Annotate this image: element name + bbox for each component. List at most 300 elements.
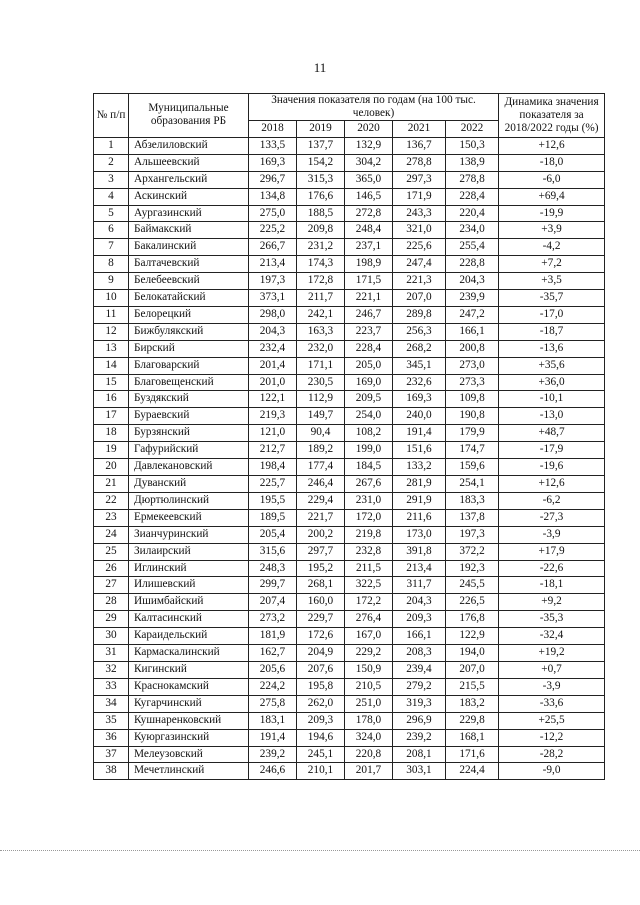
municipality-name: Гафурийский: [129, 442, 249, 459]
table-row: [94, 290, 605, 307]
year-value: 275,0: [249, 205, 297, 222]
dynamics-value: -33,6: [499, 695, 605, 712]
year-value: 199,0: [345, 442, 393, 459]
dynamics-value: +19,2: [499, 645, 605, 662]
row-number: 25: [94, 543, 129, 560]
year-value: 239,2: [249, 746, 297, 763]
year-value: 256,3: [393, 323, 446, 340]
year-value: 219,3: [249, 408, 297, 425]
dynamics-value: -3,9: [499, 526, 605, 543]
dynamics-value: +0,7: [499, 661, 605, 678]
year-value: 194,6: [297, 729, 345, 746]
year-value: 221,3: [393, 273, 446, 290]
year-value: 177,4: [297, 459, 345, 476]
dynamics-value: -4,2: [499, 239, 605, 256]
municipality-name: Илишевский: [129, 577, 249, 594]
dynamics-value: +35,6: [499, 357, 605, 374]
year-value: 297,3: [393, 171, 446, 188]
municipality-name: Калтасинский: [129, 611, 249, 628]
dynamics-value: -35,7: [499, 290, 605, 307]
year-value: 275,8: [249, 695, 297, 712]
year-value: 173,0: [393, 526, 446, 543]
row-number: 19: [94, 442, 129, 459]
year-value: 172,6: [297, 628, 345, 645]
year-value: 246,6: [249, 763, 297, 780]
dynamics-value: -19,6: [499, 459, 605, 476]
header-year: 2021: [393, 121, 446, 138]
year-value: 248,4: [345, 222, 393, 239]
year-value: 278,8: [446, 171, 499, 188]
table-row: [94, 391, 605, 408]
municipality-name: Благовещенский: [129, 374, 249, 391]
year-value: 231,2: [297, 239, 345, 256]
year-value: 192,3: [446, 560, 499, 577]
municipality-name: Благоварский: [129, 357, 249, 374]
municipality-name: Абзелиловский: [129, 137, 249, 154]
year-value: 247,4: [393, 256, 446, 273]
year-value: 228,4: [345, 340, 393, 357]
year-value: 172,8: [297, 273, 345, 290]
year-value: 189,2: [297, 442, 345, 459]
year-value: 229,4: [297, 492, 345, 509]
table-row: [94, 374, 605, 391]
year-value: 208,1: [393, 746, 446, 763]
year-value: 190,8: [446, 408, 499, 425]
row-number: 10: [94, 290, 129, 307]
dynamics-value: -22,6: [499, 560, 605, 577]
municipality-name: Мелеузовский: [129, 746, 249, 763]
row-number: 26: [94, 560, 129, 577]
dynamics-value: -17,0: [499, 306, 605, 323]
header-num: № п/п: [94, 94, 129, 138]
year-value: 296,7: [249, 171, 297, 188]
municipality-name: Кигинский: [129, 661, 249, 678]
table-row: [94, 729, 605, 746]
row-number: 38: [94, 763, 129, 780]
year-value: 209,3: [393, 611, 446, 628]
year-value: 220,4: [446, 205, 499, 222]
year-value: 169,0: [345, 374, 393, 391]
municipality-name: Аургазинский: [129, 205, 249, 222]
row-number: 27: [94, 577, 129, 594]
page-number: 11: [313, 60, 327, 75]
year-value: 272,8: [345, 205, 393, 222]
dynamics-value: -9,0: [499, 763, 605, 780]
dynamics-value: +12,6: [499, 137, 605, 154]
year-value: 225,7: [249, 476, 297, 493]
row-number: 17: [94, 408, 129, 425]
municipality-name: Зилаирский: [129, 543, 249, 560]
year-value: 204,3: [393, 594, 446, 611]
year-value: 169,3: [393, 391, 446, 408]
year-value: 213,4: [393, 560, 446, 577]
municipality-name: Куюргазинский: [129, 729, 249, 746]
dynamics-value: -35,3: [499, 611, 605, 628]
year-value: 219,8: [345, 526, 393, 543]
year-value: 322,5: [345, 577, 393, 594]
row-number: 6: [94, 222, 129, 239]
municipality-name: Кушнаренковский: [129, 712, 249, 729]
year-value: 254,0: [345, 408, 393, 425]
year-value: 209,3: [297, 712, 345, 729]
header-year: 2022: [446, 121, 499, 138]
table-row: [94, 239, 605, 256]
municipality-name: Белебеевский: [129, 273, 249, 290]
row-number: 13: [94, 340, 129, 357]
year-value: 176,8: [446, 611, 499, 628]
municipality-name: Бурзянский: [129, 425, 249, 442]
year-value: 178,0: [345, 712, 393, 729]
table-row: [94, 695, 605, 712]
year-value: 296,9: [393, 712, 446, 729]
dynamics-value: -13,0: [499, 408, 605, 425]
table-row: [94, 188, 605, 205]
row-number: 3: [94, 171, 129, 188]
dynamics-value: -10,1: [499, 391, 605, 408]
year-value: 209,5: [345, 391, 393, 408]
row-number: 30: [94, 628, 129, 645]
row-number: 23: [94, 509, 129, 526]
year-value: 247,2: [446, 306, 499, 323]
header-municipality: Муниципальные образования РБ: [129, 94, 249, 138]
table-row: [94, 509, 605, 526]
year-value: 232,4: [249, 340, 297, 357]
table-row: [94, 408, 605, 425]
municipality-name: Альшеевский: [129, 154, 249, 171]
year-value: 255,4: [446, 239, 499, 256]
year-value: 146,5: [345, 188, 393, 205]
year-value: 133,5: [249, 137, 297, 154]
row-number: 24: [94, 526, 129, 543]
year-value: 191,4: [249, 729, 297, 746]
year-value: 207,0: [446, 661, 499, 678]
year-value: 254,1: [446, 476, 499, 493]
dynamics-value: +25,5: [499, 712, 605, 729]
year-value: 221,1: [345, 290, 393, 307]
year-value: 213,4: [249, 256, 297, 273]
municipality-name: Бураевский: [129, 408, 249, 425]
municipality-name: Бижбулякский: [129, 323, 249, 340]
municipality-name: Белокатайский: [129, 290, 249, 307]
dynamics-value: -12,2: [499, 729, 605, 746]
municipality-name: Давлекановский: [129, 459, 249, 476]
year-value: 122,1: [249, 391, 297, 408]
row-number: 32: [94, 661, 129, 678]
year-value: 174,3: [297, 256, 345, 273]
year-value: 201,0: [249, 374, 297, 391]
dynamics-value: -18,0: [499, 154, 605, 171]
year-value: 229,8: [446, 712, 499, 729]
table-row: [94, 137, 605, 154]
municipality-name: Ишимбайский: [129, 594, 249, 611]
year-value: 273,2: [249, 611, 297, 628]
row-number: 29: [94, 611, 129, 628]
table-row: [94, 171, 605, 188]
year-value: 207,6: [297, 661, 345, 678]
dynamics-value: +36,0: [499, 374, 605, 391]
year-value: 365,0: [345, 171, 393, 188]
table-row: [94, 543, 605, 560]
page-divider: [0, 850, 640, 851]
year-value: 273,0: [446, 357, 499, 374]
year-value: 231,0: [345, 492, 393, 509]
row-number: 31: [94, 645, 129, 662]
year-value: 154,2: [297, 154, 345, 171]
year-value: 232,6: [393, 374, 446, 391]
municipality-name: Краснокамский: [129, 678, 249, 695]
row-number: 8: [94, 256, 129, 273]
header-dynamics: Динамика значения показателя за 2018/2022 годы (%): [499, 94, 605, 138]
year-value: 195,2: [297, 560, 345, 577]
year-value: 159,6: [446, 459, 499, 476]
year-value: 168,1: [446, 729, 499, 746]
year-value: 171,5: [345, 273, 393, 290]
municipality-name: Баймакский: [129, 222, 249, 239]
year-value: 210,1: [297, 763, 345, 780]
year-value: 239,2: [393, 729, 446, 746]
row-number: 35: [94, 712, 129, 729]
year-value: 228,4: [446, 188, 499, 205]
year-value: 205,0: [345, 357, 393, 374]
dynamics-value: +17,9: [499, 543, 605, 560]
year-value: 237,1: [345, 239, 393, 256]
year-value: 230,5: [297, 374, 345, 391]
year-value: 174,7: [446, 442, 499, 459]
row-number: 33: [94, 678, 129, 695]
table-row: [94, 661, 605, 678]
row-number: 7: [94, 239, 129, 256]
year-value: 319,3: [393, 695, 446, 712]
year-value: 297,7: [297, 543, 345, 560]
municipality-name: Ермекеевский: [129, 509, 249, 526]
year-value: 188,5: [297, 205, 345, 222]
year-value: 273,3: [446, 374, 499, 391]
year-value: 137,7: [297, 137, 345, 154]
year-value: 109,8: [446, 391, 499, 408]
municipality-name: Бирский: [129, 340, 249, 357]
municipality-name: Кармаскалинский: [129, 645, 249, 662]
municipality-name: Дюртюлинский: [129, 492, 249, 509]
year-value: 245,5: [446, 577, 499, 594]
table-row: [94, 154, 605, 171]
row-number: 20: [94, 459, 129, 476]
table-row: [94, 222, 605, 239]
header-values-group: Значения показателя по годам (на 100 тыс. человек): [249, 94, 499, 121]
dynamics-value: -13,6: [499, 340, 605, 357]
year-value: 278,8: [393, 154, 446, 171]
year-value: 224,4: [446, 763, 499, 780]
year-value: 132,9: [345, 137, 393, 154]
year-value: 289,8: [393, 306, 446, 323]
year-value: 215,5: [446, 678, 499, 695]
year-value: 162,7: [249, 645, 297, 662]
year-value: 315,3: [297, 171, 345, 188]
dynamics-value: -3,9: [499, 678, 605, 695]
dynamics-value: +3,5: [499, 273, 605, 290]
dynamics-value: +3,9: [499, 222, 605, 239]
table-row: [94, 476, 605, 493]
row-number: 34: [94, 695, 129, 712]
row-number: 11: [94, 306, 129, 323]
year-value: 133,2: [393, 459, 446, 476]
table-row: [94, 340, 605, 357]
row-number: 14: [94, 357, 129, 374]
year-value: 391,8: [393, 543, 446, 560]
year-value: 240,0: [393, 408, 446, 425]
year-value: 299,7: [249, 577, 297, 594]
table-row: [94, 205, 605, 222]
year-value: 195,5: [249, 492, 297, 509]
row-number: 37: [94, 746, 129, 763]
year-value: 198,9: [345, 256, 393, 273]
year-value: 205,4: [249, 526, 297, 543]
row-number: 2: [94, 154, 129, 171]
year-value: 121,0: [249, 425, 297, 442]
year-value: 204,3: [249, 323, 297, 340]
table-row: [94, 256, 605, 273]
row-number: 4: [94, 188, 129, 205]
year-value: 122,9: [446, 628, 499, 645]
year-value: 209,8: [297, 222, 345, 239]
year-value: 151,6: [393, 442, 446, 459]
year-value: 224,2: [249, 678, 297, 695]
year-value: 315,6: [249, 543, 297, 560]
year-value: 234,0: [446, 222, 499, 239]
year-value: 195,8: [297, 678, 345, 695]
year-value: 246,7: [345, 306, 393, 323]
row-number: 28: [94, 594, 129, 611]
table-row: [94, 628, 605, 645]
year-value: 205,6: [249, 661, 297, 678]
year-value: 311,7: [393, 577, 446, 594]
table-row: [94, 594, 605, 611]
year-value: 232,0: [297, 340, 345, 357]
dynamics-value: -6,2: [499, 492, 605, 509]
dynamics-value: -17,9: [499, 442, 605, 459]
year-value: 248,3: [249, 560, 297, 577]
table-row: [94, 560, 605, 577]
dynamics-value: +48,7: [499, 425, 605, 442]
year-value: 239,9: [446, 290, 499, 307]
table-row: [94, 645, 605, 662]
table-row: [94, 492, 605, 509]
year-value: 262,0: [297, 695, 345, 712]
year-value: 169,3: [249, 154, 297, 171]
year-value: 200,8: [446, 340, 499, 357]
year-value: 291,9: [393, 492, 446, 509]
header-year: 2018: [249, 121, 297, 138]
table-row: [94, 611, 605, 628]
dynamics-value: -28,2: [499, 746, 605, 763]
year-value: 189,5: [249, 509, 297, 526]
dynamics-value: +12,6: [499, 476, 605, 493]
year-value: 246,4: [297, 476, 345, 493]
year-value: 198,4: [249, 459, 297, 476]
year-value: 204,3: [446, 273, 499, 290]
year-value: 211,7: [297, 290, 345, 307]
row-number: 9: [94, 273, 129, 290]
year-value: 268,1: [297, 577, 345, 594]
year-value: 225,2: [249, 222, 297, 239]
year-value: 204,9: [297, 645, 345, 662]
municipality-name: Буздякский: [129, 391, 249, 408]
year-value: 207,4: [249, 594, 297, 611]
municipality-name: Караидельский: [129, 628, 249, 645]
municipality-name: Архангельский: [129, 171, 249, 188]
year-value: 194,0: [446, 645, 499, 662]
table-body: [94, 137, 605, 779]
year-value: 149,7: [297, 408, 345, 425]
municipality-name: Кугарчинский: [129, 695, 249, 712]
dynamics-value: -32,4: [499, 628, 605, 645]
indicator-table: [93, 93, 605, 780]
dynamics-value: +9,2: [499, 594, 605, 611]
dynamics-value: +69,4: [499, 188, 605, 205]
year-value: 183,3: [446, 492, 499, 509]
year-value: 373,1: [249, 290, 297, 307]
year-value: 184,5: [345, 459, 393, 476]
year-value: 183,1: [249, 712, 297, 729]
year-value: 268,2: [393, 340, 446, 357]
year-value: 201,4: [249, 357, 297, 374]
year-value: 160,0: [297, 594, 345, 611]
year-value: 176,6: [297, 188, 345, 205]
table-row: [94, 323, 605, 340]
year-value: 201,7: [345, 763, 393, 780]
year-value: 197,3: [249, 273, 297, 290]
year-value: 298,0: [249, 306, 297, 323]
year-value: 183,2: [446, 695, 499, 712]
year-value: 166,1: [393, 628, 446, 645]
table-row: [94, 526, 605, 543]
year-value: 150,3: [446, 137, 499, 154]
row-number: 21: [94, 476, 129, 493]
year-value: 136,7: [393, 137, 446, 154]
municipality-name: Мечетлинский: [129, 763, 249, 780]
table-row: [94, 712, 605, 729]
dynamics-value: -6,0: [499, 171, 605, 188]
table-row: [94, 306, 605, 323]
year-value: 242,1: [297, 306, 345, 323]
year-value: 197,3: [446, 526, 499, 543]
year-value: 207,0: [393, 290, 446, 307]
year-value: 150,9: [345, 661, 393, 678]
year-value: 267,6: [345, 476, 393, 493]
year-value: 90,4: [297, 425, 345, 442]
dynamics-value: -18,1: [499, 577, 605, 594]
table-row: [94, 425, 605, 442]
row-number: 18: [94, 425, 129, 442]
year-value: 208,3: [393, 645, 446, 662]
municipality-name: Балтачевский: [129, 256, 249, 273]
table-row: [94, 273, 605, 290]
table-row: [94, 763, 605, 780]
dynamics-value: +7,2: [499, 256, 605, 273]
dynamics-value: -18,7: [499, 323, 605, 340]
row-number: 22: [94, 492, 129, 509]
year-value: 239,4: [393, 661, 446, 678]
table-row: [94, 577, 605, 594]
year-value: 181,9: [249, 628, 297, 645]
year-value: 166,1: [446, 323, 499, 340]
table-row: [94, 357, 605, 374]
municipality-name: Иглинский: [129, 560, 249, 577]
row-number: 1: [94, 137, 129, 154]
year-value: 211,6: [393, 509, 446, 526]
year-value: 223,7: [345, 323, 393, 340]
year-value: 220,8: [345, 746, 393, 763]
year-value: 345,1: [393, 357, 446, 374]
